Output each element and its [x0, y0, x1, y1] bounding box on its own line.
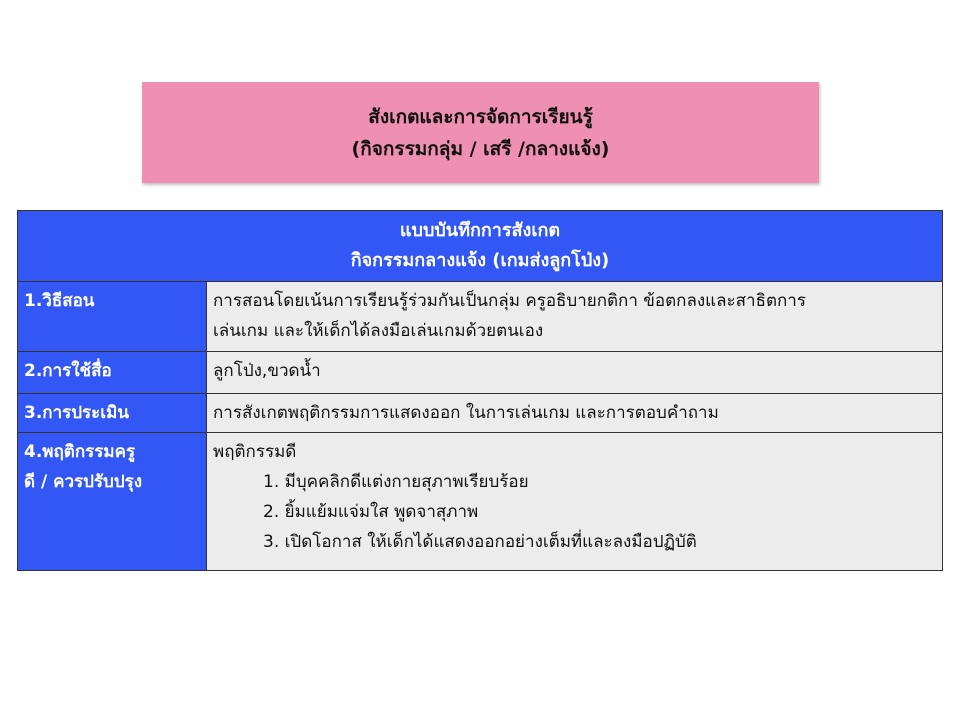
behavior-item: 2. ยิ้มแย้มแจ่มใส พูดจาสุภาพ	[263, 502, 479, 522]
table-header-line-2: กิจกรรมกลางแจ้ง (เกมส่งลูกโป่ง)	[350, 250, 610, 271]
title-banner	[142, 82, 819, 183]
row-content	[207, 352, 943, 394]
row-content	[207, 433, 943, 571]
row-label	[18, 352, 207, 394]
table-row-media	[18, 352, 943, 394]
row-label-text: 2.การใช้สื่อ	[24, 361, 112, 381]
row-label-text: 4.พฤติกรรมครู	[24, 442, 136, 462]
row-content	[207, 282, 943, 352]
table-row-teacher-behavior	[18, 433, 943, 571]
row-content-line: เล่นเกม และให้เด็กได้ลงมือเล่นเกมด้วยตนเอง	[213, 321, 544, 341]
row-label-text: 3.การประเมิน	[24, 403, 129, 423]
behavior-item: 3. เปิดโอกาส ให้เด็กได้แสดงออกอย่างเต็มที่และลงมือปฏิบัติ	[263, 532, 697, 552]
table-row-assessment	[18, 394, 943, 433]
title-line-2: (กิจกรรมกลุ่ม / เสรี /กลางแจ้ง)	[351, 137, 610, 160]
row-label	[18, 394, 207, 433]
observation-table	[17, 210, 943, 571]
row-label-text: ดี / ควรปรับปรุง	[24, 472, 143, 492]
row-content-line: การสังเกตพฤติกรรมการแสดงออก ในการเล่นเกม และการตอบคำถาม	[213, 403, 719, 423]
row-content-line: การสอนโดยเน้นการเรียนรู้ร่วมกันเป็นกลุ่ม ครูอธิบายกติกา ข้อตกลงและสาธิตการ	[213, 291, 806, 311]
table-header-line-1: แบบบันทึกการสังเกต	[399, 220, 561, 241]
title-line-1: สังเกตและการจัดการเรียนรู้	[368, 105, 593, 128]
behavior-item: 1. มีบุคคลิกดีแต่งกายสุภาพเรียบร้อย	[263, 472, 529, 492]
row-label-text: 1.วิธีสอน	[24, 291, 95, 311]
behavior-heading: พฤติกรรมดี	[213, 442, 297, 462]
row-label	[18, 282, 207, 352]
row-content	[207, 394, 943, 433]
row-label	[18, 433, 207, 571]
row-content-line: ลูกโป่ง,ขวดน้ำ	[213, 361, 321, 381]
table-header	[18, 211, 943, 282]
table-row-teaching-method	[18, 282, 943, 352]
